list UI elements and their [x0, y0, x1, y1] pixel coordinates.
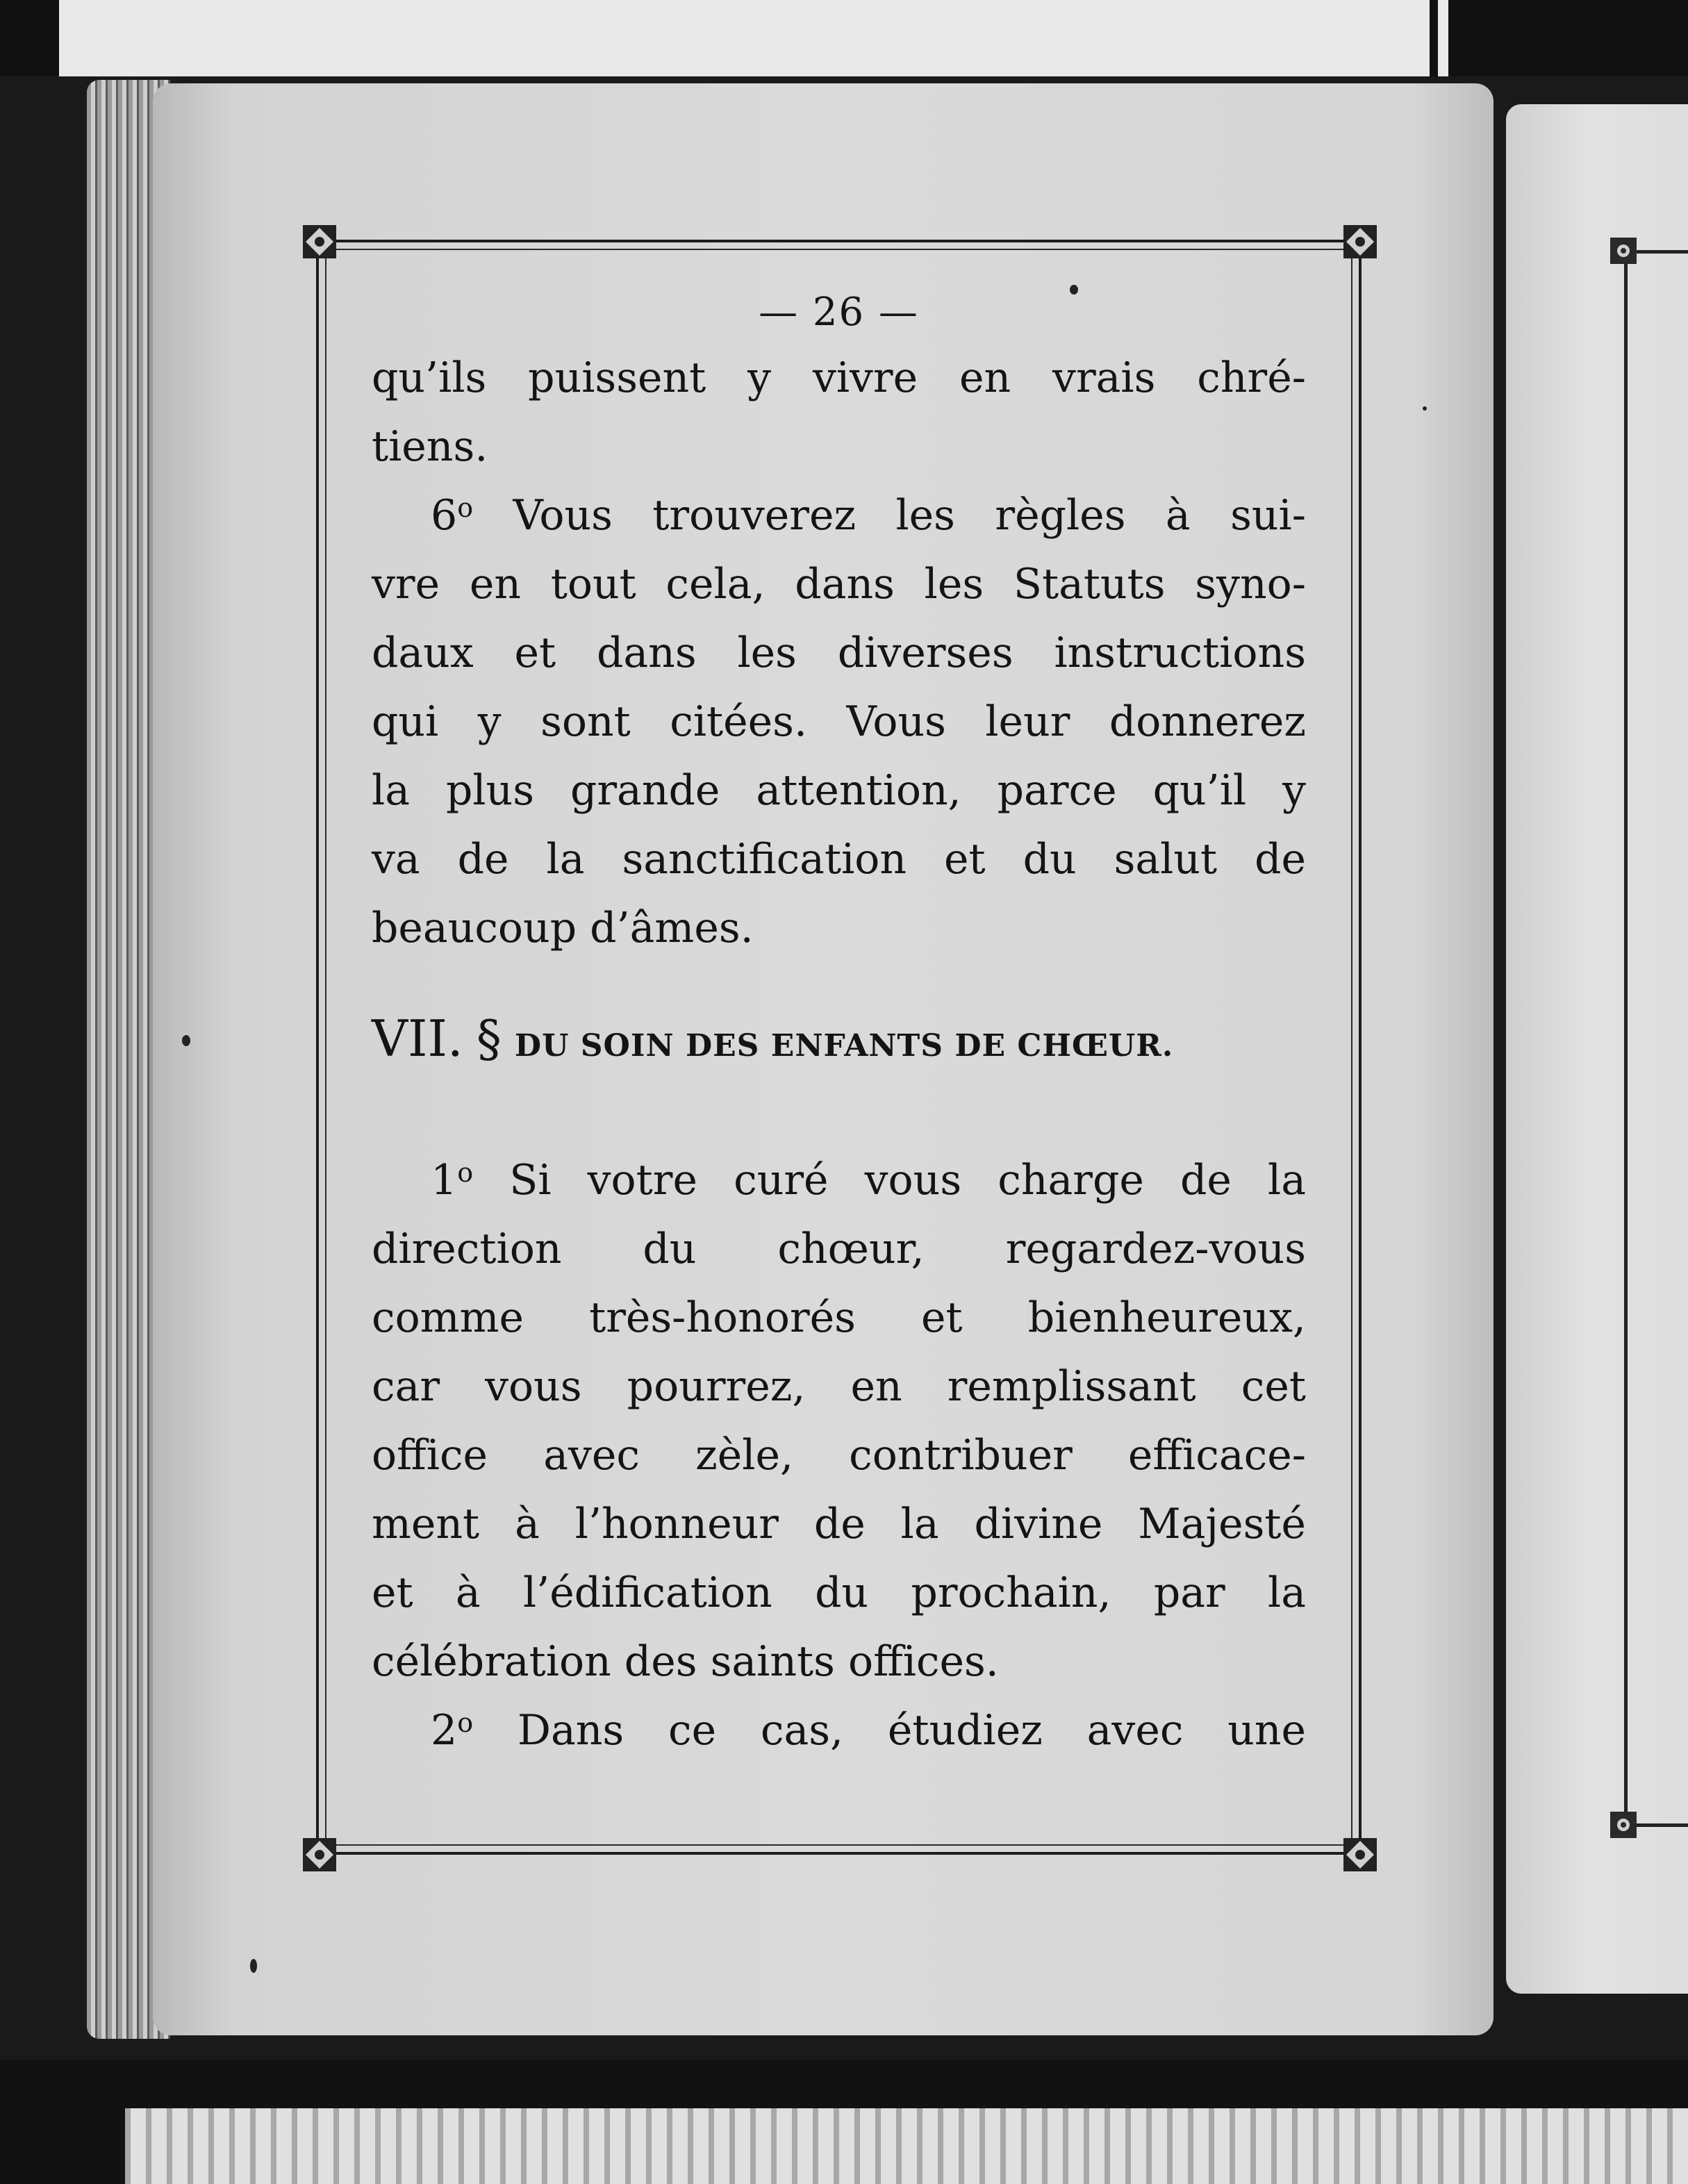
text-line: car vous pourrez, en remplissant cet: [372, 1362, 1306, 1411]
film-bottom-strip: [0, 2060, 1688, 2184]
text-line: Dans ce cas, étudiez avec une: [517, 1706, 1307, 1755]
section-title: DU SOIN DES ENFANTS DE CHŒUR.: [514, 1028, 1174, 1064]
section-heading: [372, 1004, 1306, 1080]
text-line: Vous trouverez les règles à sui-: [513, 491, 1306, 540]
paragraph-6-first-line: [372, 481, 1306, 550]
fleuron-ornament-icon: [1607, 235, 1639, 267]
text-line: vre en tout cela, dans les Statuts syno-: [372, 560, 1306, 609]
next-page: [1506, 104, 1688, 1994]
text-line: daux et dans les diverses instructions: [372, 629, 1306, 677]
text-line: beaucoup d’âmes.: [372, 904, 754, 952]
text-line: tiens.: [372, 422, 488, 471]
text-line: la plus grande attention, parce qu’il y: [372, 766, 1306, 815]
film-top-strip: [0, 0, 1688, 76]
section-numeral: VII.: [372, 1009, 463, 1068]
paragraph-number: 6: [431, 491, 458, 540]
section-symbol: §: [476, 1009, 502, 1068]
ordinal-mark: o: [457, 1157, 474, 1188]
ordinal-mark: o: [457, 1707, 474, 1738]
text-line: Si votre curé vous charge de la: [509, 1156, 1306, 1205]
text-line: célébration des saints offices.: [372, 1637, 999, 1686]
text-line: comme très-honorés et bienheureux,: [372, 1293, 1306, 1342]
fleuron-top-left-icon: [299, 221, 340, 263]
paragraph-number: 2: [431, 1706, 458, 1755]
text-line: office avec zèle, contribuer efficace-: [372, 1431, 1306, 1480]
text-line: ment à l’honneur de la divine Majesté: [372, 1500, 1306, 1548]
fleuron-top-right-icon: [1339, 221, 1381, 263]
paragraph-2-first-line: [372, 1696, 1306, 1765]
ordinal-mark: o: [457, 493, 474, 523]
page-text: [372, 281, 1306, 1765]
text-line: et à l’édification du prochain, par la: [372, 1569, 1306, 1617]
text-line: direction du chœur, regardez-vous: [372, 1225, 1306, 1273]
text-line: qu’ils puissent y vivre en vrais chré-: [372, 354, 1306, 402]
page-number: — 26 —: [759, 290, 919, 335]
fleuron-bottom-left-icon: [299, 1834, 340, 1876]
fleuron-ornament-icon: [1607, 1809, 1639, 1841]
text-line: qui y sont citées. Vous leur donnerez: [372, 697, 1306, 746]
text-line: va de la sanctification et du salut de: [372, 835, 1306, 884]
paragraph-1-first-line: [372, 1146, 1306, 1215]
fleuron-bottom-right-icon: [1339, 1834, 1381, 1876]
paragraph-number: 1: [431, 1156, 458, 1205]
